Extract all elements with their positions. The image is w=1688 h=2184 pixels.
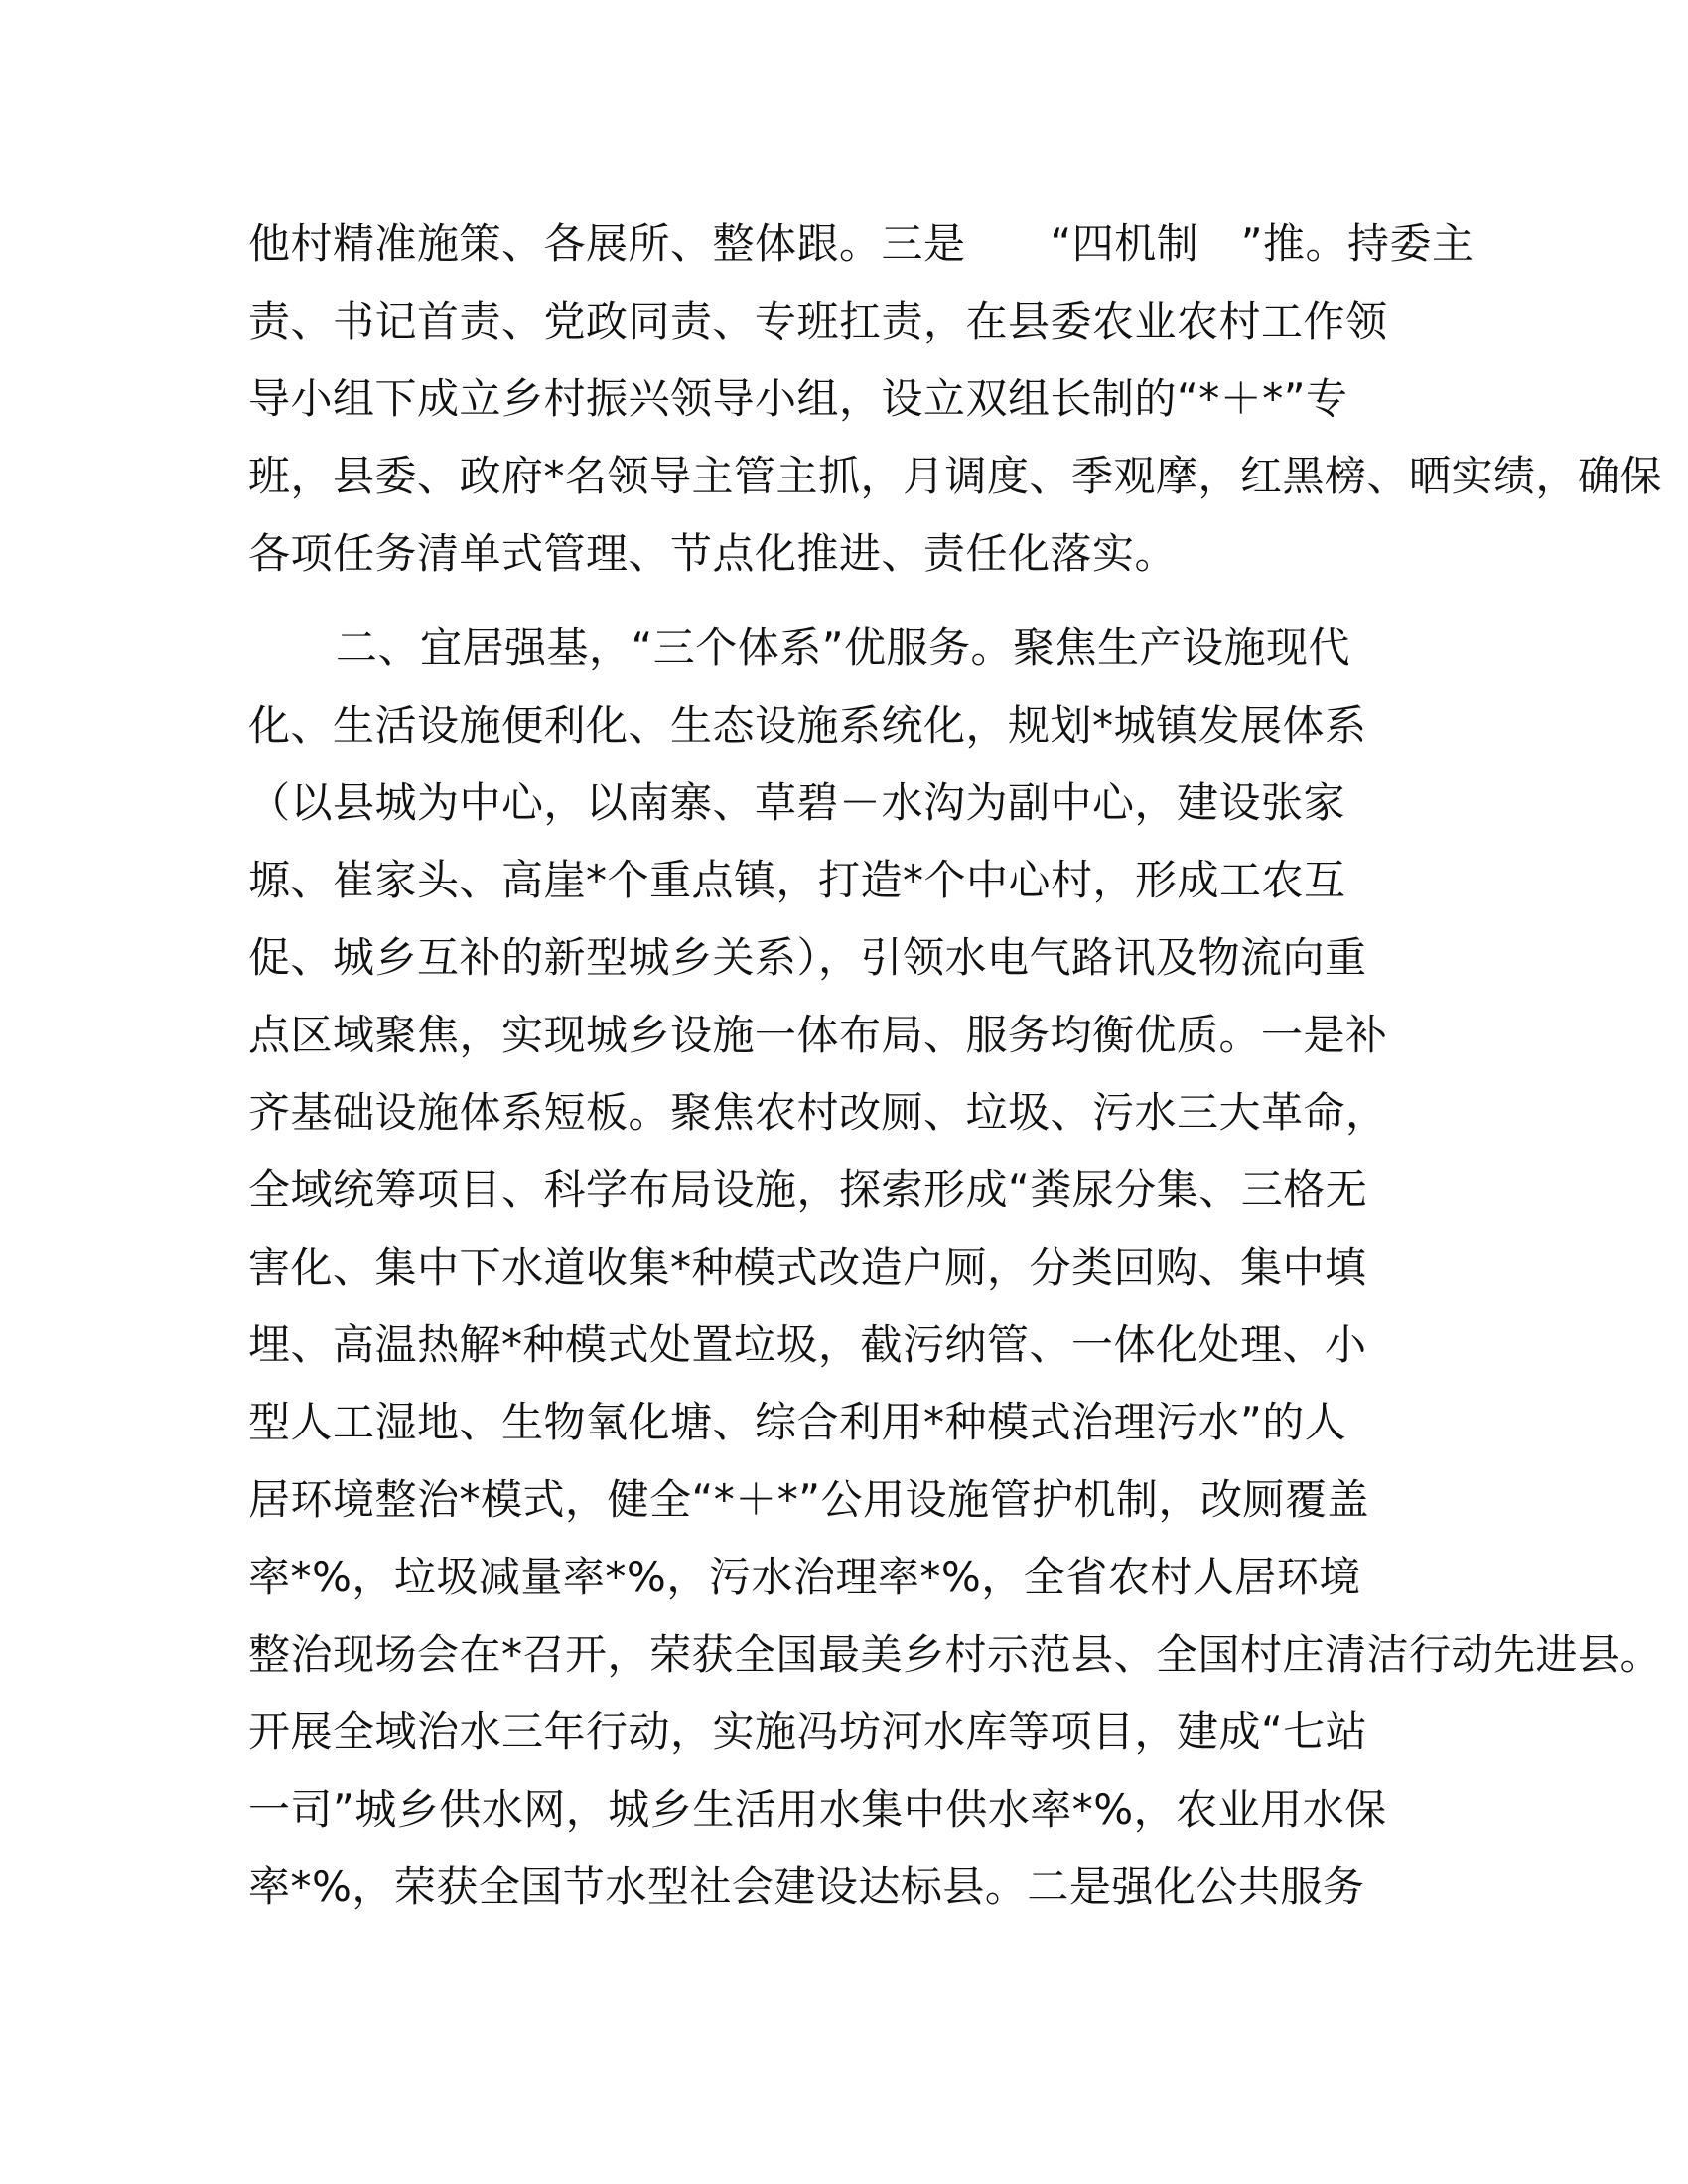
text-line: （以县城为中心，以南寨、草碧－水沟为副中心，建设张家: [248, 778, 1346, 827]
text-line: 一司”城乡供水网，城乡生活用水集中供水率*%，农业用水保: [248, 1785, 1387, 1834]
text-line: 埋、高温热解*种模式处置垃圾，截污纳管、一体化处理、小: [248, 1320, 1367, 1369]
text-line: 开展全域治水三年行动，实施冯坊河水库等项目，建成“七站: [248, 1707, 1368, 1756]
text-line: 化、生活设施便利化、生态设施系统化，规划*城镇发展体系: [248, 701, 1367, 750]
text-line: 塬、崔家头、高崖*个重点镇，打造*个中心村，形成工农互: [248, 856, 1346, 904]
text-line: 全域统筹项目、科学布局设施，探索形成“粪尿分集、三格无: [248, 1165, 1368, 1214]
text-line: 点区域聚焦，实现城乡设施一体布局、服务均衡优质。一是补: [248, 1011, 1388, 1059]
text-line: 率*%，荣获全国节水型社会建设达标县。二是强化公共服务: [248, 1862, 1365, 1911]
text-line: 导小组下成立乡村振兴领导小组，设立双组长制的“*＋*”专: [248, 374, 1348, 423]
text-line: 各项任务清单式管理、节点化推进、责任化落实。: [248, 529, 1178, 578]
text-line: 齐基础设施体系短板。聚焦农村改厕、垃圾、污水三大革命，: [248, 1088, 1388, 1137]
text-line: 型人工湿地、生物氧化塘、综合利用*种模式治理污水”的人: [248, 1398, 1347, 1446]
section-heading-line: 二、宜居强基，“三个体系”优服务。聚焦生产设施现代: [336, 623, 1351, 672]
text-line: 害化、集中下水道收集*种模式改造户厕，分类回购、集中填: [248, 1243, 1367, 1292]
text-line: 责、书记首责、党政同责、专班扛责，在县委农业农村工作领: [248, 297, 1388, 345]
text-line: 他村精准施策、各展所、整体跟。三是 “四机制 ”推。持委主: [248, 219, 1475, 268]
text-line: 促、城乡互补的新型城乡关系），引领水电气路讯及物流向重: [248, 933, 1367, 982]
text-line: 居环境整治*模式，健全“*＋*”公用设施管护机制，改厕覆盖: [248, 1475, 1370, 1524]
text-line: 整治现场会在*召开，荣获全国最美乡村示范县、全国村庄清洁行动先进县。: [248, 1630, 1663, 1679]
text-line: 率*%，垃圾减量率*%，污水治理率*%，全省农村人居环境: [248, 1553, 1361, 1601]
text-line: 班，县委、政府*名领导主管主抓，月调度、季观摩，红黑榜、晒实绩，确保: [248, 452, 1663, 500]
